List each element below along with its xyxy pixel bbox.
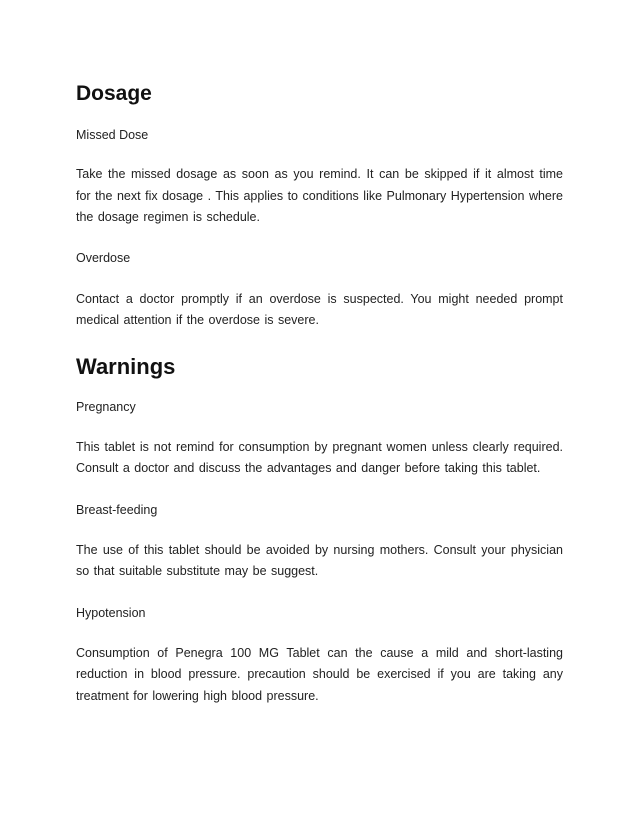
subheading-overdose: Overdose bbox=[76, 250, 131, 265]
paragraph-overdose: Contact a doctor promptly if an overdose is suspected. You might needed prompt medical attention if the overdose is severe. bbox=[76, 291, 563, 327]
subheading-hypotension: Hypotension bbox=[76, 605, 146, 620]
paragraph-missed-dose: Take the missed dosage as soon as you remind. It can be skipped if it almost time for the next fix dosage . This applies to conditions like Pulmonary Hypertension where the dosage regimen is schedule. bbox=[76, 167, 563, 224]
paragraph-hypotension: Consumption of Penegra 100 MG Tablet can the cause a mild and short-lasting reduction in blood pressure. precaution should be exercised if you are taking any treatment for lowering high blood pressure. bbox=[76, 645, 563, 703]
subheading-missed-dose: Missed Dose bbox=[76, 128, 149, 142]
subheading-pregnancy: Pregnancy bbox=[76, 399, 136, 414]
paragraph-breast-feeding: The use of this tablet should be avoided by nursing mothers. Consult your physician so that suitable substitute may be suggest. bbox=[76, 542, 563, 578]
section-heading-warnings: Warnings bbox=[76, 353, 176, 379]
section-heading-dosage: Dosage bbox=[76, 82, 152, 105]
document-page bbox=[76, 80, 563, 707]
subheading-breast-feeding: Breast-feeding bbox=[76, 502, 158, 517]
paragraph-pregnancy: This tablet is not remind for consumption by pregnant women unless clearly required. Consult a doctor and discuss the advantages and danger before taking this tablet. bbox=[76, 439, 563, 475]
